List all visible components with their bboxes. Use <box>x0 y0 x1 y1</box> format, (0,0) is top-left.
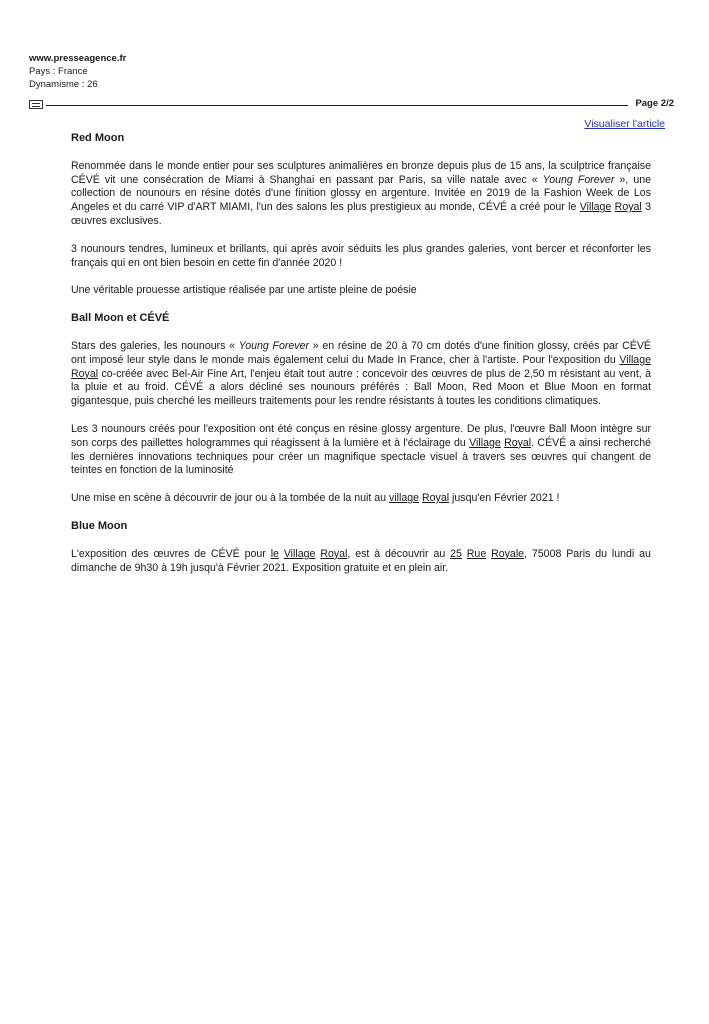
paragraph: 3 nounours tendres, lumineux et brillants, qui après avoir séduits les plus grandes galeries, vont bercer et réconforter les français qui en ont bien besoin en cette fin d'année 2020 ! <box>71 242 651 269</box>
section-title-red-moon: Red Moon <box>71 132 125 144</box>
rue-link[interactable]: Rue <box>466 547 487 560</box>
paragraph: Stars des galeries, les nounours « Young Forever » en résine de 20 à 70 cm dotés d'une finition glossy, créés par CÉVÉ ont imposé leur style dans le monde mais également celui du Made In France, cher à l'artiste. Pour l'exposition du Village Royal co-créée avec Bel-Air Fine Art, l'enjeu était tout autre : concevoir des œuvres de plus de 2,50 m résistant au vent, à la pluie et au froid. CÉVÉ a alors décliné ses nounours préférés : Ball Moon, Red Moon et Blue Moon en format gigantesque, puis cherché les meilleurs traitements pour les rendre résistants à toutes les conditions climatiques. <box>71 339 651 408</box>
royal-link[interactable]: Royal <box>422 492 450 505</box>
le-link[interactable]: le <box>270 547 279 560</box>
village-link[interactable]: village <box>389 492 420 505</box>
source-meta <box>29 52 126 91</box>
royal-link[interactable]: Royal <box>504 436 532 449</box>
paragraph: Une véritable prouesse artistique réalisée par une artiste pleine de poésie <box>71 284 417 297</box>
paragraph: Une mise en scène à découvrir de jour ou à la tombée de la nuit au village Royal jusqu'en Février 2021 ! <box>71 492 560 505</box>
page-number: Page 2/2 <box>635 98 674 109</box>
village-link[interactable]: Village <box>469 436 501 449</box>
paragraph: Renommée dans le monde entier pour ses sculptures animalières en bronze depuis plus de 15 ans, la sculptrice française CÉVÉ vit une consécration de Miami à Shanghai en passant par Paris, sa ville natale avec « Young Forever », une collection de nounours en résine dotés d'une finition glossy en argenture. Invitée en 2019 de la Fashion Week de Los Angeles et du carré VIP d'ART MIAMI, l'un des salons les plus prestigieux au monde, CÉVÉ a créé pour le Village Royal 3 œuvres exclusives. <box>71 159 651 227</box>
village-link[interactable]: Village <box>619 353 651 366</box>
section-title-blue-moon: Blue Moon <box>71 519 128 532</box>
divider <box>46 105 628 106</box>
royal-link[interactable]: Royal <box>614 201 642 214</box>
street-number-link[interactable]: 25 <box>450 547 462 560</box>
article-body <box>71 132 651 589</box>
village-link[interactable]: Village <box>283 547 316 560</box>
royale-link[interactable]: Royale <box>491 547 525 560</box>
document-icon <box>29 100 43 109</box>
source-country: Pays : France <box>29 66 88 77</box>
village-link[interactable]: Village <box>579 201 612 214</box>
source-dynamism: Dynamisme : 26 <box>29 79 98 90</box>
header-rule <box>29 98 674 112</box>
royal-link[interactable]: Royal <box>71 367 99 380</box>
section-title-ball-moon: Ball Moon et CÉVÉ <box>71 312 170 325</box>
view-article-link[interactable]: Visualiser l'article <box>584 118 665 130</box>
source-site: www.presseagence.fr <box>29 53 127 64</box>
royal-link[interactable]: Royal <box>320 547 348 560</box>
paragraph: L'exposition des œuvres de CÉVÉ pour le Village Royal, est à découvrir au 25 Rue Royale, 75008 Paris du lundi au dimanche de 9h30 à 19h jusqu'à Février 2021. Exposition gratuite et en plein air. <box>71 547 651 574</box>
paragraph: Les 3 nounours créés pour l'exposition ont été conçus en résine glossy argenture. De plus, l'œuvre Ball Moon intègre sur son corps des paillettes hologrammes qui réagissent à la lumière et à l'éclairage du Village Royal. CÉVÉ a ainsi recherché les dernières innovations techniques pour créer un magnifique spectacle visuel à travers ses œuvres qui changent de teintes en fonction de la luminosité <box>71 422 651 477</box>
